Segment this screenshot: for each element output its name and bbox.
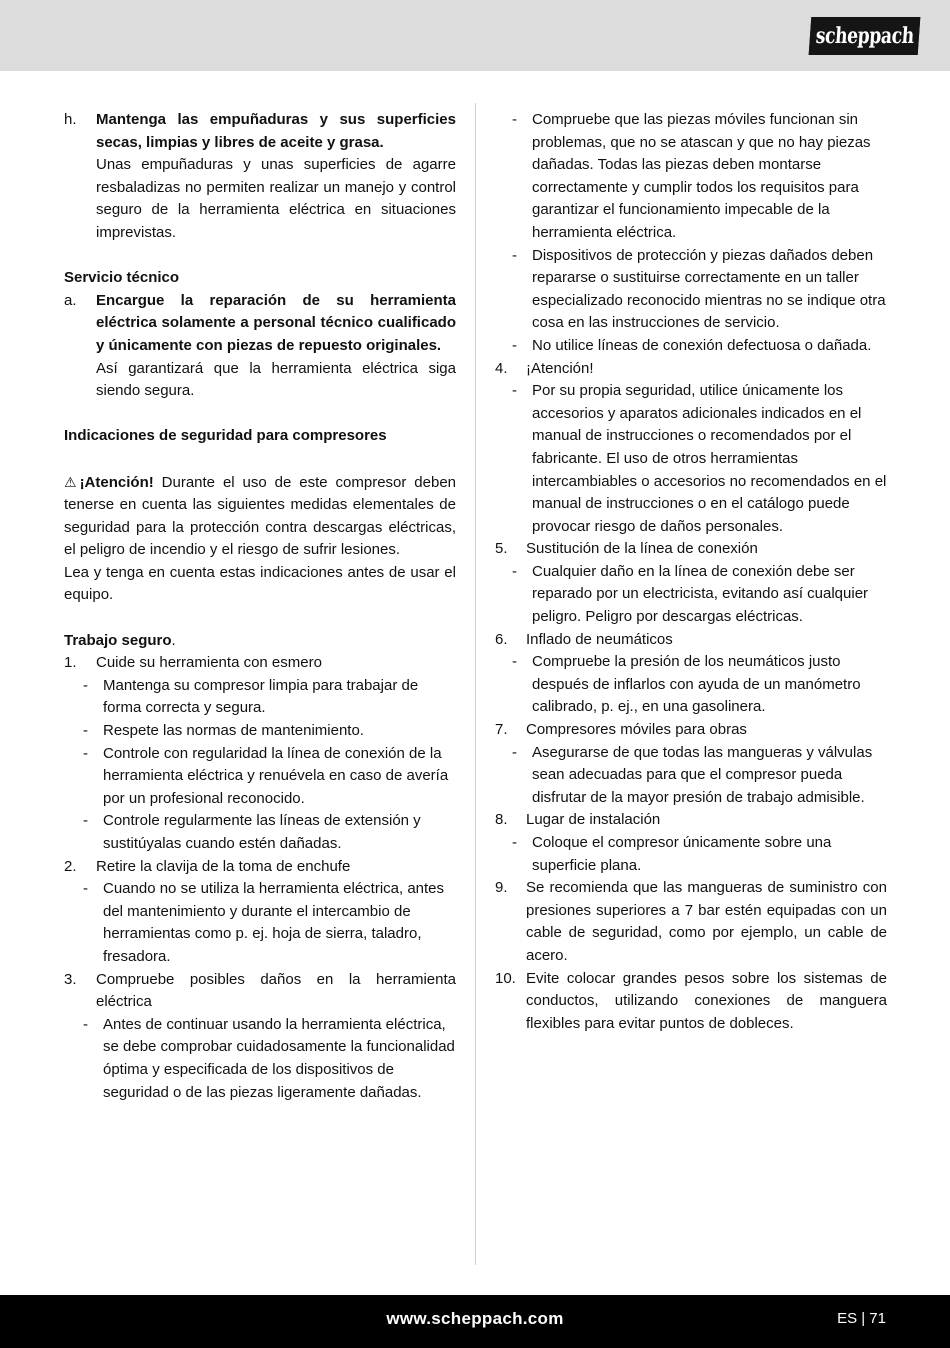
warning-paragraph <box>64 471 456 562</box>
sub-item-text: Controle con regularidad la línea de conexión de la herramienta eléctrica y renuévela en caso de avería por un profesional reconocido. <box>103 744 449 807</box>
sub-item <box>64 1014 456 1104</box>
list-item <box>495 877 887 967</box>
item-number: 4. <box>495 359 508 377</box>
sub-item <box>495 561 887 629</box>
dash-marker: - <box>512 834 517 851</box>
item-number: 8. <box>495 811 508 829</box>
sub-item <box>495 335 887 358</box>
sub-item-text: Asegurarse de que todas las mangueras y válvulas sean adecuadas para que el compresor pueda disfrutar de la mayor presión de trabajo admisible. <box>532 743 873 806</box>
item-text: Cuide su herramienta con esmero <box>96 654 322 672</box>
compressor-heading: Indicaciones de seguridad para compresores <box>64 427 387 445</box>
dash-marker: - <box>512 336 517 354</box>
item-text: Inflado de neumáticos <box>526 630 673 648</box>
sub-item-text: Respete las normas de mantenimiento. <box>103 722 364 740</box>
right-column <box>495 109 887 1035</box>
sub-item <box>495 109 887 245</box>
left-column <box>64 109 456 1104</box>
sub-item-text: Cuando no se utiliza la herramienta eléctrica, antes del mantenimiento y durante el intercambio de herramientas como p. ej. hoja de sierra, taladro, fresadora. <box>103 880 445 965</box>
warning-label: ¡Atención! <box>79 473 154 491</box>
item-number: 3. <box>64 970 77 988</box>
item-number: 2. <box>64 857 77 875</box>
item-number: 9. <box>495 879 508 897</box>
list-item <box>64 652 456 675</box>
dash-marker: - <box>512 382 517 400</box>
list-item <box>495 809 887 832</box>
dash-marker: - <box>512 111 517 128</box>
sub-item <box>495 742 887 810</box>
dash-marker: - <box>83 880 88 898</box>
sub-item <box>495 651 887 719</box>
dash-marker: - <box>83 1015 88 1033</box>
safe-work-list <box>64 652 456 1104</box>
numbered-list <box>495 358 887 1036</box>
sub-item <box>495 380 887 538</box>
sub-item <box>64 675 456 720</box>
item-h-bold: Mantenga las empuñaduras y sus superficies secas, limpias y libres de aceite y grasa. <box>96 111 456 151</box>
sub-item <box>64 743 456 811</box>
item-a-bold: Encargue la reparación de su herramienta eléctrica solamente a personal técnico cualificado y únicamente con piezas de repuesto originales. <box>96 291 456 354</box>
item-text: Compresores móviles para obras <box>526 721 747 739</box>
item-text: Retire la clavija de la toma de enchufe <box>96 857 351 875</box>
continued-subitems <box>495 109 887 358</box>
column-divider <box>475 103 476 1265</box>
sub-item-text: Mantenga su compresor limpia para trabajar de forma correcta y segura. <box>103 676 419 717</box>
dash-marker: - <box>512 246 517 264</box>
sub-item <box>495 832 887 877</box>
list-item <box>495 719 887 742</box>
list-item <box>495 538 887 561</box>
dash-marker: - <box>512 743 517 761</box>
sub-item-text: Controle regularmente las líneas de extensión y sustitúyalas cuando estén dañadas. <box>103 812 421 852</box>
read-paragraph: Lea y tenga en cuenta estas indicaciones antes de usar el equipo. <box>64 563 456 604</box>
item-a-text: Así garantizará que la herramienta eléctrica siga siendo segura. <box>96 359 456 400</box>
item-h <box>64 109 456 245</box>
item-text: Evite colocar grandes pesos sobre los sistemas de conductos, utilizando conexiones de manguera flexibles para evitar puntos de dobleces. <box>526 969 887 1032</box>
sub-item-text: Coloque el compresor únicamente sobre una superficie plana. <box>532 834 832 874</box>
list-item <box>64 969 456 1014</box>
dash-marker: - <box>83 812 88 830</box>
dash-marker: - <box>83 722 88 740</box>
warning-triangle-icon: ⚠ <box>64 473 77 490</box>
page-header <box>0 0 950 71</box>
dash-marker: - <box>83 676 88 694</box>
item-label: a. <box>64 291 77 309</box>
page-footer <box>0 1295 950 1348</box>
item-text: ¡Atención! <box>526 359 594 377</box>
sub-item <box>64 810 456 855</box>
dash-marker: - <box>512 653 517 671</box>
item-a <box>64 290 456 403</box>
item-label: h. <box>64 111 77 128</box>
sub-item-text: Compruebe la presión de los neumáticos justo después de inflarlos con ayuda de un manómetro calibrado, p. ej., en una gasolinera. <box>532 653 861 716</box>
item-text: Sustitución de la línea de conexión <box>526 540 758 558</box>
item-text: Compruebe posibles daños en la herramienta eléctrica <box>96 970 456 1011</box>
item-number: 5. <box>495 540 508 558</box>
sub-item-text: Dispositivos de protección y piezas dañados deben repararse o sustituirse correctamente en un taller especializado reconocido mientras no se indique otra cosa en las instrucciones de servicio. <box>532 246 886 332</box>
list-item <box>64 856 456 879</box>
safe-heading: Trabajo seguro. <box>64 631 176 649</box>
item-number: 6. <box>495 630 508 648</box>
page-number: ES | 71 <box>837 1310 886 1327</box>
scheppach-logo: scheppach <box>809 17 921 55</box>
sub-item <box>64 878 456 968</box>
sub-item <box>64 720 456 743</box>
website-url[interactable]: www.scheppach.com <box>386 1309 564 1328</box>
sub-item-text: Antes de continuar usando la herramienta eléctrica, se debe comprobar cuidadosamente la funcionalidad óptima y especificada de los dispositivos de seguridad o de las piezas ligeramente dañadas. <box>103 1015 455 1101</box>
dash-marker: - <box>512 562 517 580</box>
item-h-text: Unas empuñaduras y unas superficies de agarre resbaladizas no permiten realizar un manejo y control seguro de la herramienta eléctrica en situaciones imprevistas. <box>96 156 456 241</box>
list-item <box>495 358 887 381</box>
item-text: Se recomienda que las mangueras de suministro con presiones superiores a 7 bar estén equipadas con un cable de seguridad, como por ejemplo, un cable de acero. <box>526 879 887 964</box>
item-text: Lugar de instalación <box>526 811 661 829</box>
list-item <box>495 629 887 652</box>
sub-item-text: Compruebe que las piezas móviles funcionan sin problemas, que no se atascan y que no hay piezas dañadas. Todas las piezas deben montarse correctamente y cumplir todos los requisitos para garantizar el funcionamiento impecable de la herramienta eléctrica. <box>532 111 871 241</box>
warning-text: Durante el uso de este compresor deben tenerse en cuenta las siguientes medidas elementales de seguridad para la protección contra descargas eléctricas, el peligro de incendio y el riesgo de sufrir lesiones. <box>64 473 456 559</box>
dash-marker: - <box>83 744 88 762</box>
list-item <box>495 968 887 1036</box>
sub-item-text: No utilice líneas de conexión defectuosa o dañada. <box>532 336 872 354</box>
sub-item-text: Por su propia seguridad, utilice únicamente los accesorios y aparatos adicionales indicados en el manual de instrucciones o recomendados por el fabricante. El uso de otros herramientas intercambiables o accesorios no recomendados en el manual de instrucciones o en el catálogo puede provocar riesgo de daños personales. <box>532 382 887 535</box>
item-number: 10. <box>495 969 516 987</box>
service-heading: Servicio técnico <box>64 269 180 287</box>
sub-item <box>495 245 887 335</box>
item-number: 7. <box>495 721 508 739</box>
sub-item-text: Cualquier daño en la línea de conexión debe ser reparado por un electricista, evitando así cualquier peligro. Peligro por descargas eléctricas. <box>532 562 869 626</box>
item-number: 1. <box>64 654 77 672</box>
